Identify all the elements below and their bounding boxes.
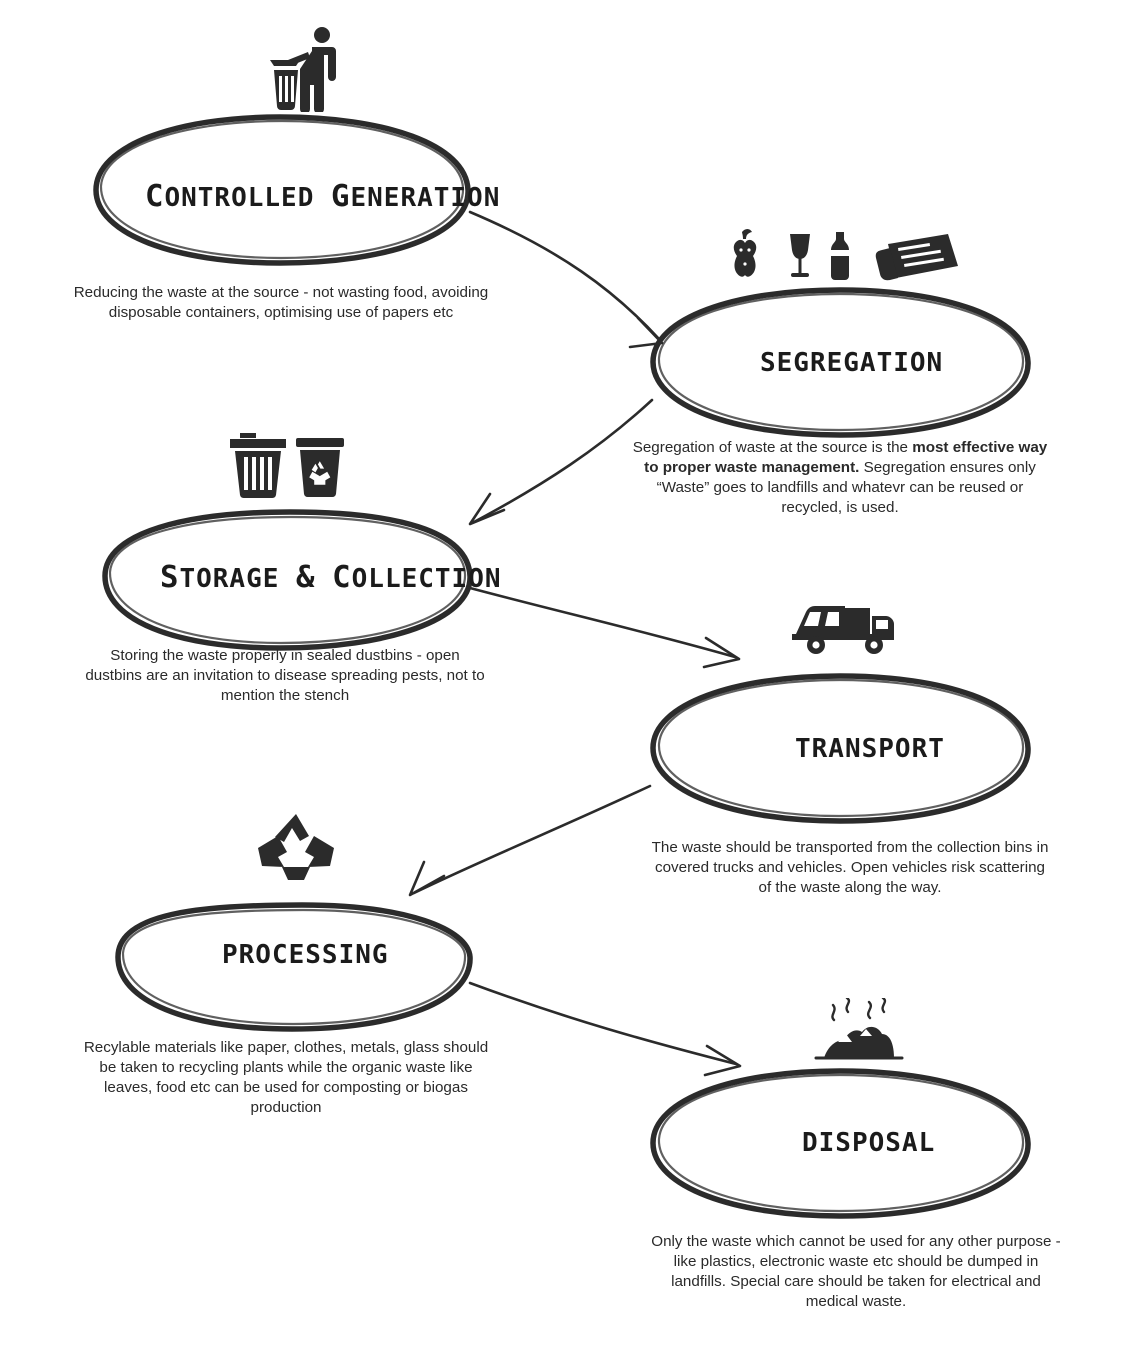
segregation-desc-part-1: Segregation of waste at the source is the <box>632 439 913 456</box>
arrow-transport-to-processing <box>410 786 650 895</box>
node-label-processing: PROCESSING <box>222 940 389 970</box>
arrow-storage-to-transport <box>470 588 739 667</box>
node-label-controlled-generation: CONTROLLED GENERATION <box>145 179 501 214</box>
node-description-disposal: Only the waste which cannot be used for any other purpose - like plastics, electronic waste etc should be dumped in landfills. Special care should be taken for electrical and medical waste. <box>651 1233 1061 1310</box>
node-description-segregation <box>630 438 1050 518</box>
node-description-controlled-generation: Reducing the waste at the source - not wasting food, avoiding disposable containers, optimising use of papers etc <box>73 284 489 321</box>
node-label-storage-collection: STORAGE & COLLECTION <box>160 560 502 595</box>
node-description-transport: The waste should be transported from the collection bins in covered trucks and vehicles. Open vehicles risk scattering of the waste along the way. <box>651 839 1049 896</box>
garbage-truck-icon <box>790 598 896 656</box>
smoking-landfill-icon <box>808 998 908 1062</box>
recycling-symbol-icon <box>258 812 334 884</box>
segregation-desc-part-3: Segregation ensures only “Waste” goes to landfills and whatevr can be reused or recycled, is used. <box>656 459 1036 516</box>
person-throwing-trash-icon <box>262 26 346 112</box>
segregation-desc-part-2: most effective way to proper waste management. <box>644 439 1048 476</box>
node-description-processing: Recylable materials like paper, clothes, metals, glass should be taken to recycling plants while the organic waste like leaves, food etc can be used for composting or biogas production <box>83 1039 489 1116</box>
node-label-segregation: SEGREGATION <box>760 348 944 378</box>
node-label-disposal: DISPOSAL <box>802 1128 936 1158</box>
apple-bottle-paper-icon <box>722 228 970 284</box>
node-description-storage-collection: Storing the waste properly in sealed dustbins - open dustbins are an invitation to disease spreading pests, not to mention the stench <box>85 647 485 704</box>
arrow-segregation-to-storage <box>470 400 652 524</box>
node-label-transport: TRANSPORT <box>795 734 945 764</box>
arrow-generation-to-segregation <box>470 212 662 347</box>
dustbin-recycle-bin-icon <box>230 430 350 498</box>
arrow-processing-to-disposal <box>470 983 740 1075</box>
